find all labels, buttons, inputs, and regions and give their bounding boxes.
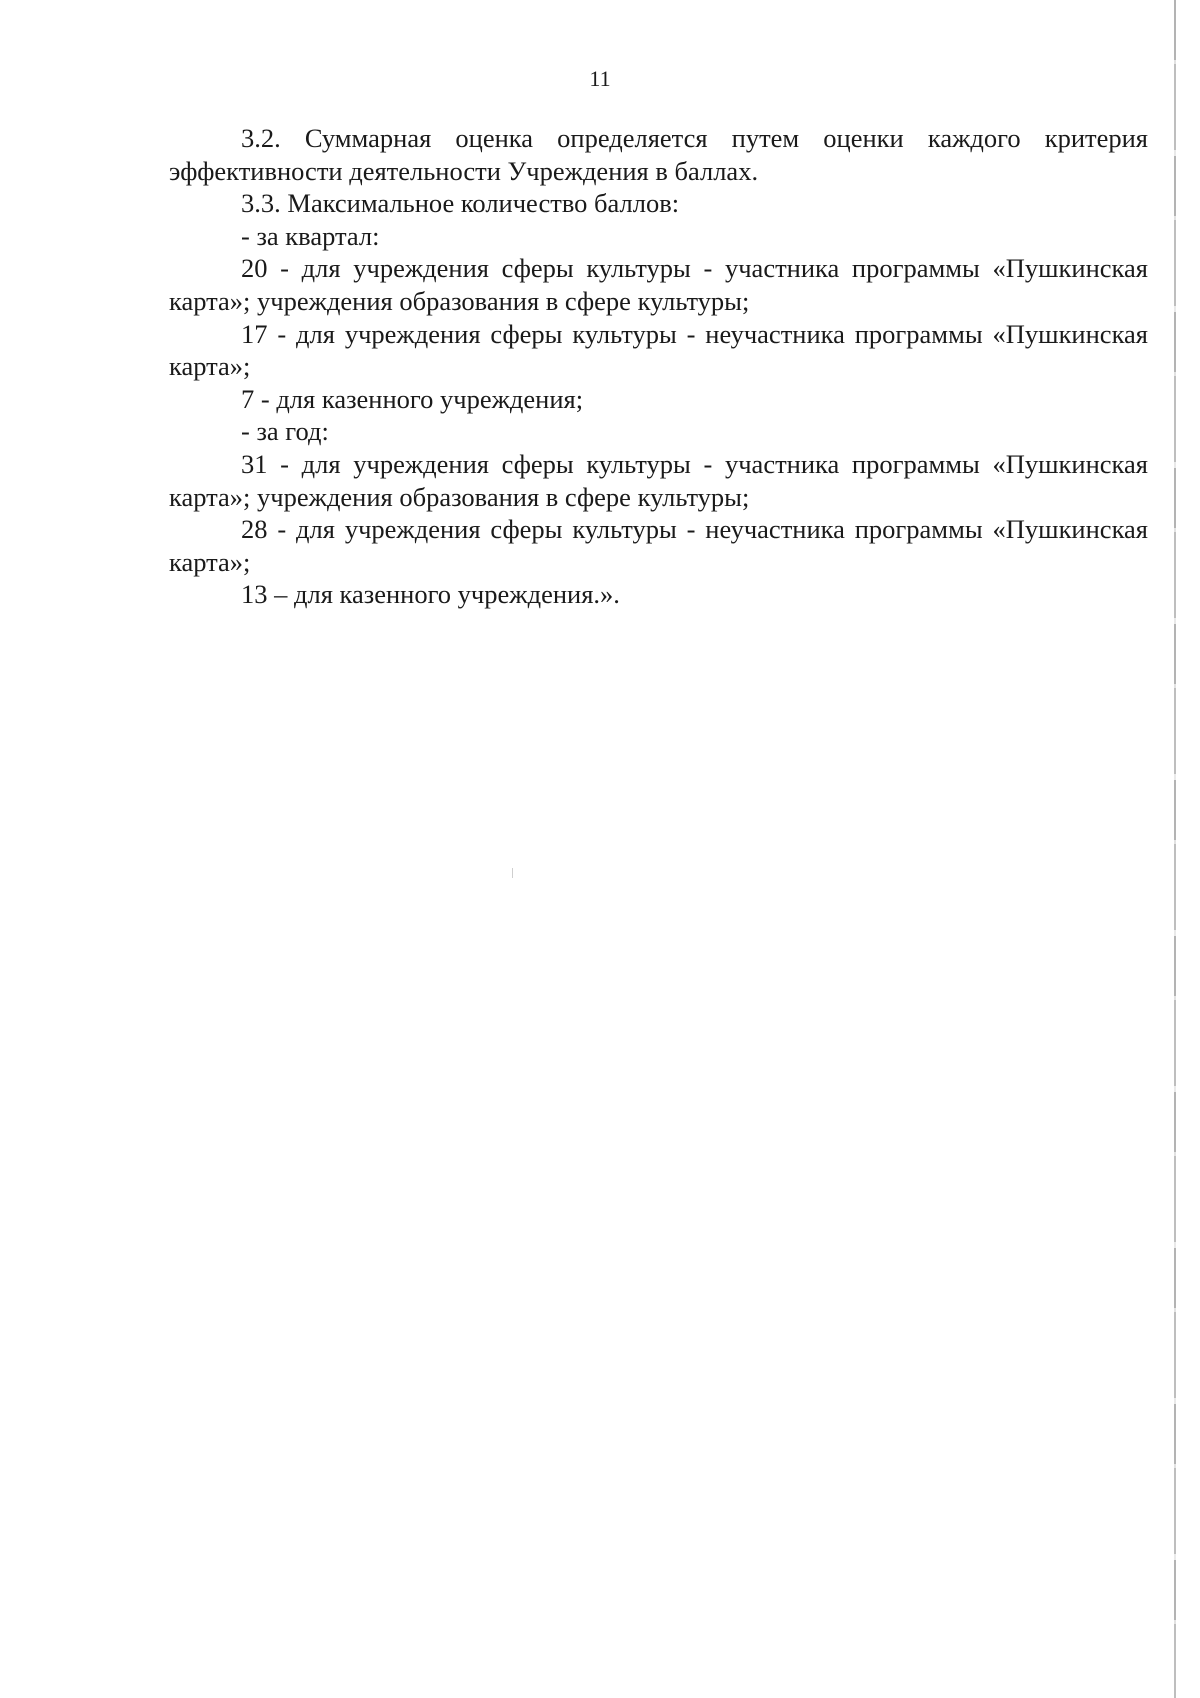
- list-item-year-nonparticipant: 28 - для учреждения сферы культуры - неучастника программы «Пушкинская карта»;: [169, 514, 1148, 577]
- page-number: 11: [589, 66, 611, 91]
- list-item-quarter-nonparticipant: 17 - для учреждения сферы культуры - неучастника программы «Пушкинская карта»;: [169, 318, 1148, 382]
- scan-edge-line: [1174, 0, 1176, 1698]
- subheading-year: - за год:: [241, 416, 329, 447]
- paragraph-3-2: 3.2. Суммарная оценка определяется путем оценки каждого критерия эффективности деятельности Учреждения в баллах.: [169, 123, 1148, 186]
- subheading-quarter: - за квартал:: [241, 220, 380, 251]
- document-body: [169, 122, 1148, 611]
- list-item-year-state: 13 – для казенного учреждения.».: [241, 579, 620, 610]
- list-item-quarter-participant: 20 - для учреждения сферы культуры - участника программы «Пушкинская карта»; учреждения образования в сфере культуры;: [169, 253, 1148, 316]
- list-item-year-participant: 31 - для учреждения сферы культуры - участника программы «Пушкинская карта»; учреждения образования в сфере культуры;: [169, 448, 1148, 512]
- paragraph-3-3: 3.3. Максимальное количество баллов:: [241, 188, 680, 219]
- list-item-quarter-state: 7 - для казенного учреждения;: [241, 383, 584, 414]
- scan-speck: [512, 868, 513, 878]
